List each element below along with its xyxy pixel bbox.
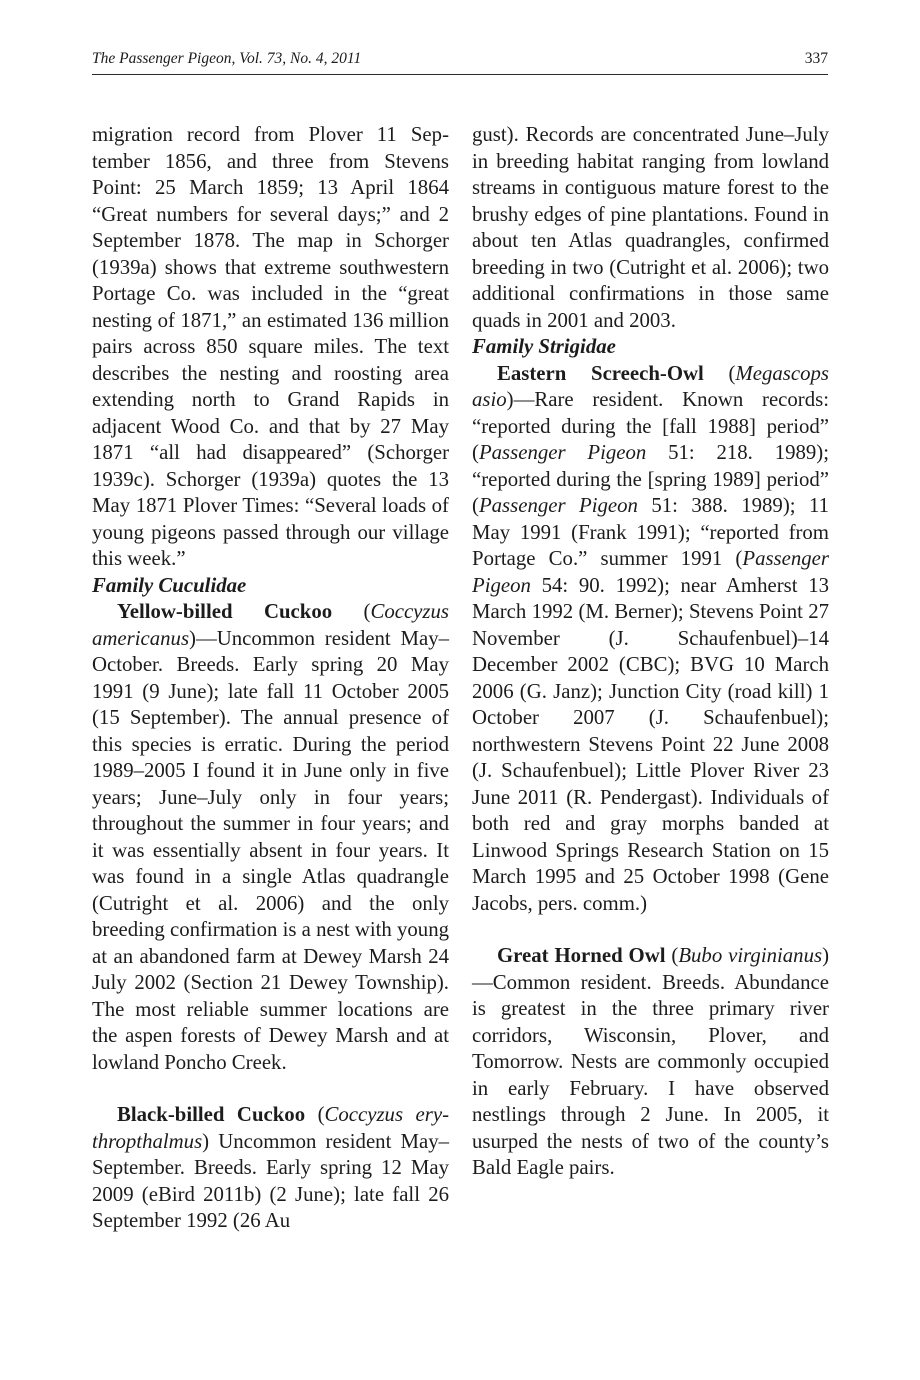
right-column (472, 122, 829, 1182)
species-text: 51: 388. 1989); 11 May 1991 (Frank 1991); “reported from Portage Co.” summer 1991 ( (472, 494, 830, 570)
black-billed-cuckoo-continuation: gust). Records are concentrated June–July in breeding habitat ranging from lowland streams in contiguous mature forest to the brushy edges of pine plantations. Found in about ten Atlas quadrangles, confirmed breeding in two (Cutright et al. 2006); two additional confirmations in those same quads in 2001 and 2003. (472, 123, 829, 332)
running-header (92, 48, 828, 75)
scientific-name: Coccyzus americanus (92, 600, 449, 650)
paren-open: ( (305, 1103, 325, 1126)
species-account-yellow-billed-cuckoo (92, 599, 449, 1076)
passenger-pigeon-continuation: migration record from Plover 11 September 1856, and three from Stevens Point: 25 March 1859; 13 April 1864 “Great numbers for several days;” and 2 September 1878. The map in Schorger (1939a) shows that extreme southwestern Portage Co. was included in the “great nesting of 1871,” an estimated 136 million pairs across 850 square miles. The text describes the nesting and roosting area extending north to Grand Rapids in adjacent Wood Co. and that by 27 May 1871 “all had disappeared” (Schorger 1939c). Schorger (1939a) quotes the 13 May 1871 Plover Times: “Several loads of young pigeons passed through our village this week.” (92, 123, 449, 570)
species-text: 54: 90. 1992); near Amherst 13 March 1992 (M. Berner); Stevens Point 27 November (J. Schaufenbuel)–14 December 2002 (CBC); BVG 10 March 2006 (G. Janz); Junction City (road kill) 1 October 2007 (J. Schaufenbuel); northwestern Stevens Point 22 June 2008 (J. Schaufenbuel); Little Plover River 23 June 2011 (R. Pendergast). Individuals of both red and gray morphs banded at Linwood Springs Research Station on 15 March 1995 and 25 October 1998 (Gene Jacobs, pers. comm.) (472, 573, 829, 915)
family-heading-cuculidae: Family Cuculidae (92, 573, 247, 597)
species-name: Eastern Screech-Owl (497, 361, 704, 385)
species-account-eastern-screech-owl (472, 361, 829, 918)
species-text: )—Common resident. Breeds. Abundance is greatest in the three primary river corridors, Wisconsin, Plover, and Tomorrow. Nests are commonly occupied in early February. I have observed nestlings through 2 June. In 2005, it usurped the nests of two of the county’s Bald Eagle pairs. (472, 944, 829, 1179)
journal-title: Passenger Pigeon (478, 494, 638, 517)
species-account-great-horned-owl (472, 943, 829, 1182)
journal-title: Passenger Pigeon (472, 547, 829, 597)
scientific-name: Megascops asio (472, 361, 829, 411)
species-text: )—Rare resident. Known records: “reported during the [fall 1988] period” ( (472, 388, 829, 464)
left-column (92, 122, 449, 1235)
species-account-black-billed-cuckoo (92, 1102, 449, 1235)
species-name: Yellow-billed Cuckoo (117, 600, 333, 623)
species-text: ) Uncommon resident May–September. Breeds. Early spring 12 May 2009 (eBird 2011b) (2 June); late fall 26 September 1992 (26 Au (92, 1129, 449, 1232)
species-name: Black-billed Cuckoo (117, 1103, 306, 1126)
journal-title: Passenger Pigeon (478, 441, 647, 464)
species-name: Great Horned Owl (497, 944, 666, 967)
paren-open: ( (665, 944, 679, 967)
species-text: 51: 218. 1989); “reported during the [spring 1989] period” ( (472, 441, 829, 517)
page-number: 337 (804, 50, 828, 67)
paren-open: ( (703, 361, 736, 385)
scientific-name: Coccyzus erythropthalmus (92, 1103, 449, 1153)
species-text: )—Uncommon resident May–October. Breeds. Early spring 20 May 1991 (9 June); late fall 11 October 2005 (15 September). The annual presence of this species is erratic. During the period 1989–2005 I found it in June only in five years; June–July only in four years; throughout the summer in four years; and it was essentially absent in four years. It was found in a single Atlas quadrangle (Cutright et al. 2006) and the only breeding confirmation is a nest with young at an abandoned farm at Dewey Marsh 24 July 2002 (Section 21 Dewey Township). The most reliable summer locations are the aspen forests of Dewey Marsh and at lowland Poncho Creek. (92, 626, 449, 1074)
scientific-name: Bubo virginianus (678, 944, 823, 967)
journal-citation: The Passenger Pigeon, Vol. 73, No. 4, 2011 (92, 50, 362, 67)
family-heading-strigidae: Family Strigidae (472, 335, 616, 358)
paren-open: ( (332, 600, 371, 623)
